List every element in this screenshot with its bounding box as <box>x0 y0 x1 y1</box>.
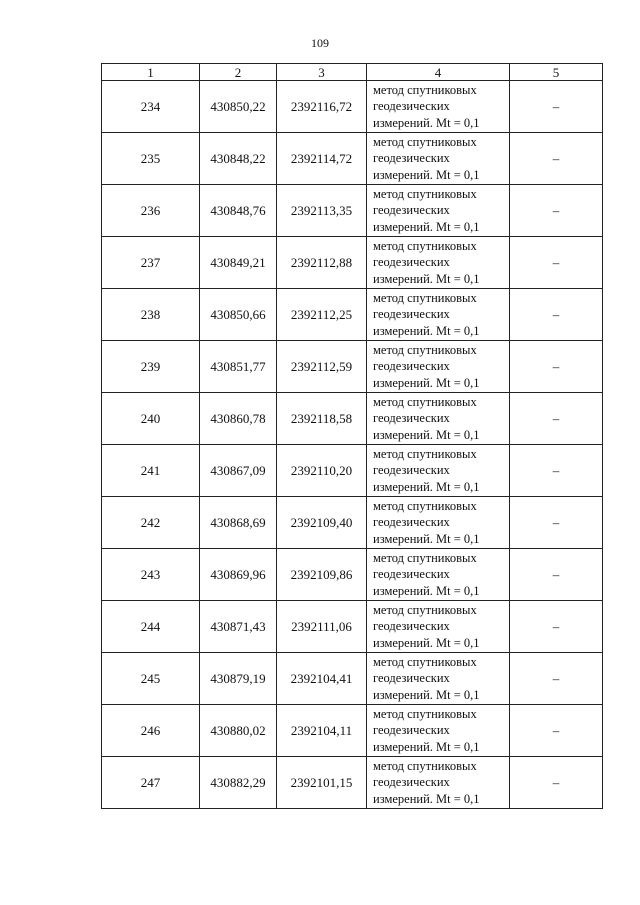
point-number: 235 <box>102 133 200 185</box>
method-line-1: метод спутниковых <box>373 134 477 149</box>
coordinate-x: 430851,77 <box>200 341 277 393</box>
method-line-2: геодезических <box>373 723 450 738</box>
column-5-value: – <box>510 185 603 237</box>
method-line-2: геодезических <box>373 671 450 686</box>
point-number: 240 <box>102 393 200 445</box>
column-5-value: – <box>510 757 603 809</box>
method-line-3: измерений. Mt = 0,1 <box>373 739 480 754</box>
column-5-value: – <box>510 549 603 601</box>
column-5-value: – <box>510 393 603 445</box>
point-number: 239 <box>102 341 200 393</box>
method-line-2: геодезических <box>373 775 450 790</box>
coordinate-y: 2392101,15 <box>277 757 367 809</box>
header-col-3: 3 <box>277 64 367 81</box>
column-5-value: – <box>510 497 603 549</box>
method-line-3: измерений. Mt = 0,1 <box>373 583 480 598</box>
method-description <box>367 185 510 237</box>
coordinates-table <box>101 63 603 809</box>
page-number: 109 <box>311 36 329 50</box>
method-description <box>367 653 510 705</box>
header-col-2: 2 <box>200 64 277 81</box>
coordinate-y: 2392109,40 <box>277 497 367 549</box>
method-line-1: метод спутниковых <box>373 394 477 409</box>
method-description <box>367 705 510 757</box>
method-line-3: измерений. Mt = 0,1 <box>373 479 480 494</box>
table-row <box>102 549 603 601</box>
coordinate-x: 430867,09 <box>200 445 277 497</box>
point-number: 246 <box>102 705 200 757</box>
coordinate-y: 2392116,72 <box>277 81 367 133</box>
method-line-1: метод спутниковых <box>373 186 477 201</box>
method-line-2: геодезических <box>373 99 450 114</box>
coordinate-x: 430850,66 <box>200 289 277 341</box>
coordinate-x: 430860,78 <box>200 393 277 445</box>
method-line-2: геодезических <box>373 619 450 634</box>
point-number: 243 <box>102 549 200 601</box>
method-line-1: метод спутниковых <box>373 602 477 617</box>
coordinate-x: 430848,76 <box>200 185 277 237</box>
method-line-3: измерений. Mt = 0,1 <box>373 687 480 702</box>
method-line-3: измерений. Mt = 0,1 <box>373 635 480 650</box>
method-line-1: метод спутниковых <box>373 342 477 357</box>
header-col-1: 1 <box>102 64 200 81</box>
table-row <box>102 133 603 185</box>
method-line-1: метод спутниковых <box>373 654 477 669</box>
method-line-1: метод спутниковых <box>373 706 477 721</box>
column-5-value: – <box>510 133 603 185</box>
coordinate-y: 2392104,41 <box>277 653 367 705</box>
table-row <box>102 393 603 445</box>
method-description <box>367 81 510 133</box>
point-number: 241 <box>102 445 200 497</box>
table-row <box>102 705 603 757</box>
method-line-3: измерений. Mt = 0,1 <box>373 323 480 338</box>
column-5-value: – <box>510 705 603 757</box>
method-line-2: геодезических <box>373 203 450 218</box>
method-line-1: метод спутниковых <box>373 550 477 565</box>
point-number: 238 <box>102 289 200 341</box>
method-line-1: метод спутниковых <box>373 290 477 305</box>
coordinate-y: 2392111,06 <box>277 601 367 653</box>
point-number: 245 <box>102 653 200 705</box>
point-number: 244 <box>102 601 200 653</box>
coordinate-x: 430871,43 <box>200 601 277 653</box>
method-line-2: геодезических <box>373 359 450 374</box>
point-number: 242 <box>102 497 200 549</box>
method-line-1: метод спутниковых <box>373 498 477 513</box>
method-line-3: измерений. Mt = 0,1 <box>373 427 480 442</box>
table-row <box>102 757 603 809</box>
point-number: 247 <box>102 757 200 809</box>
coordinate-y: 2392114,72 <box>277 133 367 185</box>
method-description <box>367 497 510 549</box>
method-line-2: геодезических <box>373 151 450 166</box>
method-line-1: метод спутниковых <box>373 82 477 97</box>
column-5-value: – <box>510 341 603 393</box>
table-row <box>102 341 603 393</box>
table-row <box>102 653 603 705</box>
column-5-value: – <box>510 601 603 653</box>
method-description <box>367 445 510 497</box>
point-number: 236 <box>102 185 200 237</box>
method-line-2: геодезических <box>373 307 450 322</box>
method-description <box>367 289 510 341</box>
coordinate-x: 430869,96 <box>200 549 277 601</box>
method-description <box>367 393 510 445</box>
method-line-1: метод спутниковых <box>373 238 477 253</box>
method-line-3: измерений. Mt = 0,1 <box>373 167 480 182</box>
coordinate-y: 2392113,35 <box>277 185 367 237</box>
method-line-2: геодезических <box>373 463 450 478</box>
point-number: 237 <box>102 237 200 289</box>
method-line-3: измерений. Mt = 0,1 <box>373 531 480 546</box>
method-line-2: геодезических <box>373 411 450 426</box>
column-5-value: – <box>510 289 603 341</box>
coordinate-x: 430848,22 <box>200 133 277 185</box>
method-line-3: измерений. Mt = 0,1 <box>373 271 480 286</box>
column-5-value: – <box>510 653 603 705</box>
table-row <box>102 601 603 653</box>
table-row <box>102 497 603 549</box>
coordinate-y: 2392112,59 <box>277 341 367 393</box>
column-5-value: – <box>510 81 603 133</box>
coordinate-y: 2392112,25 <box>277 289 367 341</box>
coordinate-y: 2392110,20 <box>277 445 367 497</box>
coordinate-y: 2392112,88 <box>277 237 367 289</box>
coordinate-x: 430882,29 <box>200 757 277 809</box>
coordinate-x: 430868,69 <box>200 497 277 549</box>
coordinate-y: 2392118,58 <box>277 393 367 445</box>
table-row <box>102 237 603 289</box>
table-row <box>102 81 603 133</box>
table-row <box>102 185 603 237</box>
method-description <box>367 237 510 289</box>
method-line-2: геодезических <box>373 255 450 270</box>
column-5-value: – <box>510 445 603 497</box>
method-line-3: измерений. Mt = 0,1 <box>373 791 480 806</box>
method-description <box>367 133 510 185</box>
method-line-3: измерений. Mt = 0,1 <box>373 375 480 390</box>
header-col-4: 4 <box>367 64 510 81</box>
coordinate-x: 430879,19 <box>200 653 277 705</box>
method-line-2: геодезических <box>373 515 450 530</box>
method-description <box>367 757 510 809</box>
coordinate-y: 2392104,11 <box>277 705 367 757</box>
coordinate-x: 430850,22 <box>200 81 277 133</box>
method-line-3: измерений. Mt = 0,1 <box>373 219 480 234</box>
table-header-row <box>102 64 603 81</box>
table-row <box>102 289 603 341</box>
method-line-3: измерений. Mt = 0,1 <box>373 115 480 130</box>
column-5-value: – <box>510 237 603 289</box>
point-number: 234 <box>102 81 200 133</box>
method-description <box>367 341 510 393</box>
method-description <box>367 601 510 653</box>
header-col-5: 5 <box>510 64 603 81</box>
coordinate-x: 430849,21 <box>200 237 277 289</box>
coordinate-y: 2392109,86 <box>277 549 367 601</box>
method-line-2: геодезических <box>373 567 450 582</box>
method-description <box>367 549 510 601</box>
table-row <box>102 445 603 497</box>
coordinate-x: 430880,02 <box>200 705 277 757</box>
method-line-1: метод спутниковых <box>373 758 477 773</box>
method-line-1: метод спутниковых <box>373 446 477 461</box>
